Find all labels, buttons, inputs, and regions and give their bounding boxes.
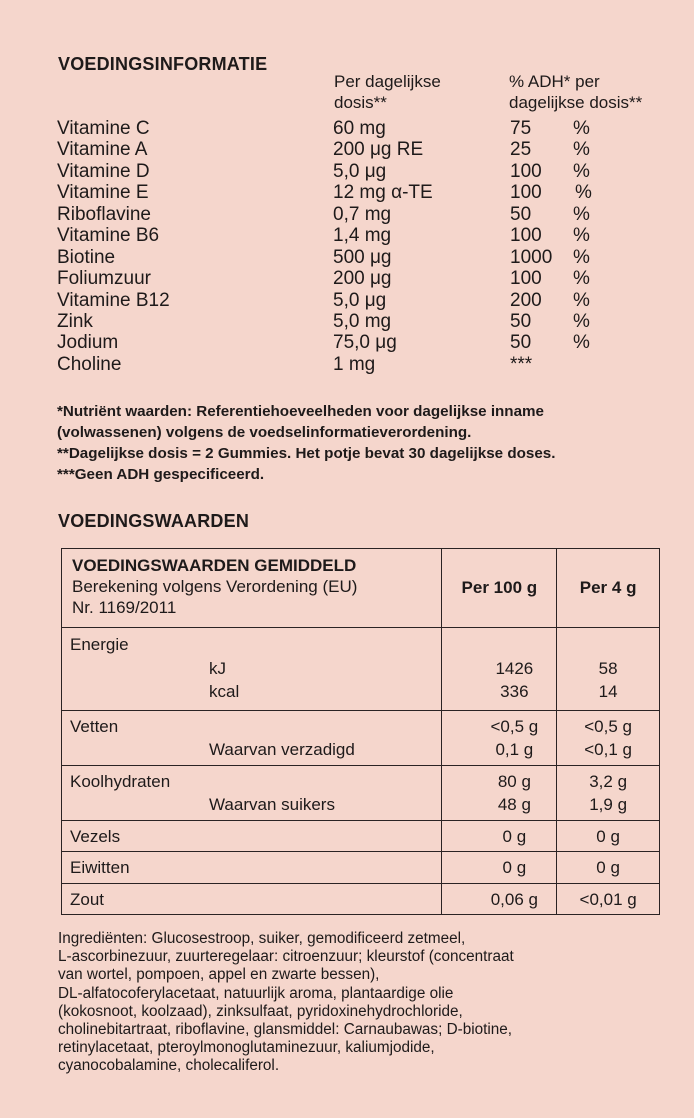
row-label: Eiwitten xyxy=(70,858,130,877)
voedingsinformatie-title: VOEDINGSINFORMATIE xyxy=(58,54,268,74)
row-sublabel: kJ xyxy=(209,658,226,678)
vitamin-name: Vitamine B12 xyxy=(57,289,170,311)
ingredients-text xyxy=(58,930,678,1076)
value-per-4g: 3,2 g xyxy=(589,771,628,791)
column-header-adh-line: dagelijkse dosis** xyxy=(509,93,643,112)
value-per-4g: <0,1 g xyxy=(584,740,632,759)
vitamin-dose: 60 mg xyxy=(333,118,386,139)
vitamin-dose: 0,7 mg xyxy=(333,203,392,225)
vitamin-dose: 12 mg α-TE xyxy=(333,182,433,204)
vitamin-adh-unit: % xyxy=(573,203,590,225)
vitamin-dose: 5,0 μg xyxy=(333,289,387,311)
table-row-vezels xyxy=(62,820,660,852)
vitamin-dose: 5,0 μg xyxy=(333,160,387,182)
value-per-100g-cell xyxy=(442,765,557,820)
vitamin-adh: 25 xyxy=(510,139,532,161)
footnote-line: ***Geen ADH gespecificeerd. xyxy=(57,466,265,483)
column-header-dose-line: Per dagelijkse xyxy=(334,72,441,91)
ingredients-line: van wortel, pompoen, appel en zwarte bessen), xyxy=(58,966,380,984)
vitamin-name: Zink xyxy=(57,310,93,332)
row-sublabel: kcal xyxy=(209,682,240,701)
row-label: Koolhydraten xyxy=(70,771,171,791)
vitamin-dose: 75,0 μg xyxy=(333,332,397,354)
value-per-100g-cell xyxy=(442,852,557,884)
table-row-vetten xyxy=(62,710,660,765)
value-per-100g-cell xyxy=(442,710,557,765)
column-header-dose xyxy=(334,71,494,113)
value-per-100g: <0,5 g xyxy=(490,716,539,736)
row-label-cell xyxy=(62,765,442,820)
vitamin-dose: 200 μg RE xyxy=(333,139,424,161)
vitamin-adh-unit: % xyxy=(573,225,590,247)
vitamin-name: Vitamine D xyxy=(57,160,150,182)
vitamin-adh-unit: % xyxy=(573,310,590,332)
value-per-100g: 336 xyxy=(500,682,529,701)
row-label-cell xyxy=(62,883,442,915)
vitamin-name: Jodium xyxy=(57,332,119,354)
table-row-energie xyxy=(62,628,660,711)
value-per-100g: 0,06 g xyxy=(490,889,538,909)
vitamin-name: Choline xyxy=(57,353,122,375)
vitamin-adh-unit: % xyxy=(573,332,590,354)
row-label-cell xyxy=(62,628,442,711)
vitamin-name: Biotine xyxy=(57,246,116,268)
value-per-4g-cell xyxy=(557,852,660,884)
ingredients-line: cholinebitartraat, riboflavine, glansmiddel: Carnaubawas; D-biotine, xyxy=(58,1021,513,1039)
value-per-4g: <0,01 g xyxy=(579,889,637,909)
ingredients-line: DL-alfatocoferylacetaat, natuurlijk aroma, plantaardige olie xyxy=(58,984,454,1002)
value-per-100g: 0 g xyxy=(502,858,527,877)
column-header-adh xyxy=(509,71,684,113)
row-label: Vezels xyxy=(70,826,121,846)
row-label: Vetten xyxy=(70,716,119,736)
table-header-row xyxy=(62,549,660,628)
vitamin-name: Vitamine B6 xyxy=(57,225,160,247)
vitamin-adh: 50 xyxy=(510,203,532,225)
row-label-cell xyxy=(62,820,442,852)
vitamin-name: Vitamine C xyxy=(57,118,150,139)
footnote-line: *Nutriënt waarden: Referentiehoeveelheden voor dagelijkse inname xyxy=(57,403,544,420)
row-label: Zout xyxy=(70,889,105,909)
footnote-line: **Dagelijkse dosis = 2 Gummies. Het potje bevat 30 dagelijkse doses. xyxy=(57,445,556,462)
table-row-eiwitten xyxy=(62,852,660,884)
vitamin-adh: *** xyxy=(510,353,533,375)
value-per-100g: 48 g xyxy=(497,795,531,814)
ingredients-line: (kokosnoot, koolzaad), zinksulfaat, pyridoxinehydrochloride, xyxy=(58,1002,463,1020)
ingredients-line: cyanocobalamine, cholecaliferol. xyxy=(58,1057,280,1075)
row-label-cell xyxy=(62,710,442,765)
row-sublabel: Waarvan suikers xyxy=(209,795,335,814)
vitamin-name: Vitamine E xyxy=(57,182,149,204)
value-per-4g-cell xyxy=(557,820,660,852)
table-header-subtitle: Berekening volgens Verordening (EU) xyxy=(72,577,358,596)
value-per-100g: 80 g xyxy=(497,771,531,791)
value-per-4g-cell xyxy=(557,883,660,915)
value-per-4g-cell xyxy=(557,628,660,711)
ingredients-line: Ingrediënten: Glucosestroop, suiker, gemodificeerd zetmeel, xyxy=(58,930,466,947)
vitamin-adh: 1000 xyxy=(510,246,553,268)
vitamin-adh: 100 xyxy=(510,182,542,204)
value-per-4g-cell xyxy=(557,710,660,765)
value-per-100g-cell xyxy=(442,628,557,711)
vitamin-adh-unit: % xyxy=(573,289,590,311)
column-header-per-4g: Per 4 g xyxy=(557,549,660,628)
value-per-4g: <0,5 g xyxy=(584,716,632,736)
vitamin-adh-unit: % xyxy=(573,118,590,139)
vitamin-adh: 100 xyxy=(510,160,542,182)
value-per-100g-cell xyxy=(442,883,557,915)
value-per-4g: 14 xyxy=(598,682,618,701)
vitamin-adh: 75 xyxy=(510,118,532,139)
vitamin-adh: 50 xyxy=(510,310,532,332)
vitamin-adh-unit: % xyxy=(575,182,592,204)
table-header-title: VOEDINGSWAARDEN GEMIDDELD xyxy=(72,556,357,575)
ingredients-line: retinylacetaat, pteroylmonoglutaminezuur, kaliumjodide, xyxy=(58,1039,435,1057)
row-sublabel: Waarvan verzadigd xyxy=(209,740,355,759)
vitamin-adh: 200 xyxy=(510,289,542,311)
value-per-100g: 0,1 g xyxy=(495,740,534,759)
table-row-koolhydraten xyxy=(62,765,660,820)
vitamin-name: Riboflavine xyxy=(57,203,151,225)
row-label: Energie xyxy=(70,635,129,654)
table-header-main xyxy=(62,549,442,628)
value-per-100g: 1426 xyxy=(495,658,534,678)
value-per-4g: 58 xyxy=(598,658,618,678)
value-per-100g: 0 g xyxy=(502,826,527,846)
ingredients-line: L-ascorbinezuur, zuurteregelaar: citroenzuur; kleurstof (concentraat xyxy=(58,948,514,966)
column-header-dose-line: dosis** xyxy=(334,93,387,112)
value-per-4g: 0 g xyxy=(596,858,620,877)
vitamin-name: Foliumzuur xyxy=(57,268,151,290)
vitamin-dose: 500 μg xyxy=(333,246,392,268)
vitamin-adh: 100 xyxy=(510,268,542,290)
value-per-4g: 0 g xyxy=(596,826,620,846)
voedingswaarden-title: VOEDINGSWAARDEN xyxy=(58,511,250,531)
value-per-100g-cell xyxy=(442,820,557,852)
vitamin-adh: 100 xyxy=(510,225,542,247)
table-row-zout xyxy=(62,883,660,915)
footnotes xyxy=(57,401,687,485)
vitamin-dose: 1,4 mg xyxy=(333,225,392,247)
footnote-line: (volwassenen) volgens de voedselinformatieverordening. xyxy=(57,424,472,441)
column-header-adh-line: % ADH* per xyxy=(509,72,600,91)
vitamin-dose: 5,0 mg xyxy=(333,310,392,332)
row-label-cell xyxy=(62,852,442,884)
nutrition-table xyxy=(61,548,660,915)
vitamin-adh-unit: % xyxy=(573,268,590,290)
column-header-per-100g: Per 100 g xyxy=(442,549,557,628)
table-header-subtitle: Nr. 1169/2011 xyxy=(72,598,177,617)
value-per-4g-cell xyxy=(557,765,660,820)
vitamin-adh-unit: % xyxy=(573,160,590,182)
vitamin-adh-unit: % xyxy=(573,246,590,268)
vitamin-dose: 1 mg xyxy=(333,353,376,375)
vitamin-adh: 50 xyxy=(510,332,532,354)
vitamin-name: Vitamine A xyxy=(57,139,148,161)
vitamin-adh-unit: % xyxy=(573,139,590,161)
vitamin-dose: 200 μg xyxy=(333,268,392,290)
value-per-4g: 1,9 g xyxy=(589,795,628,814)
